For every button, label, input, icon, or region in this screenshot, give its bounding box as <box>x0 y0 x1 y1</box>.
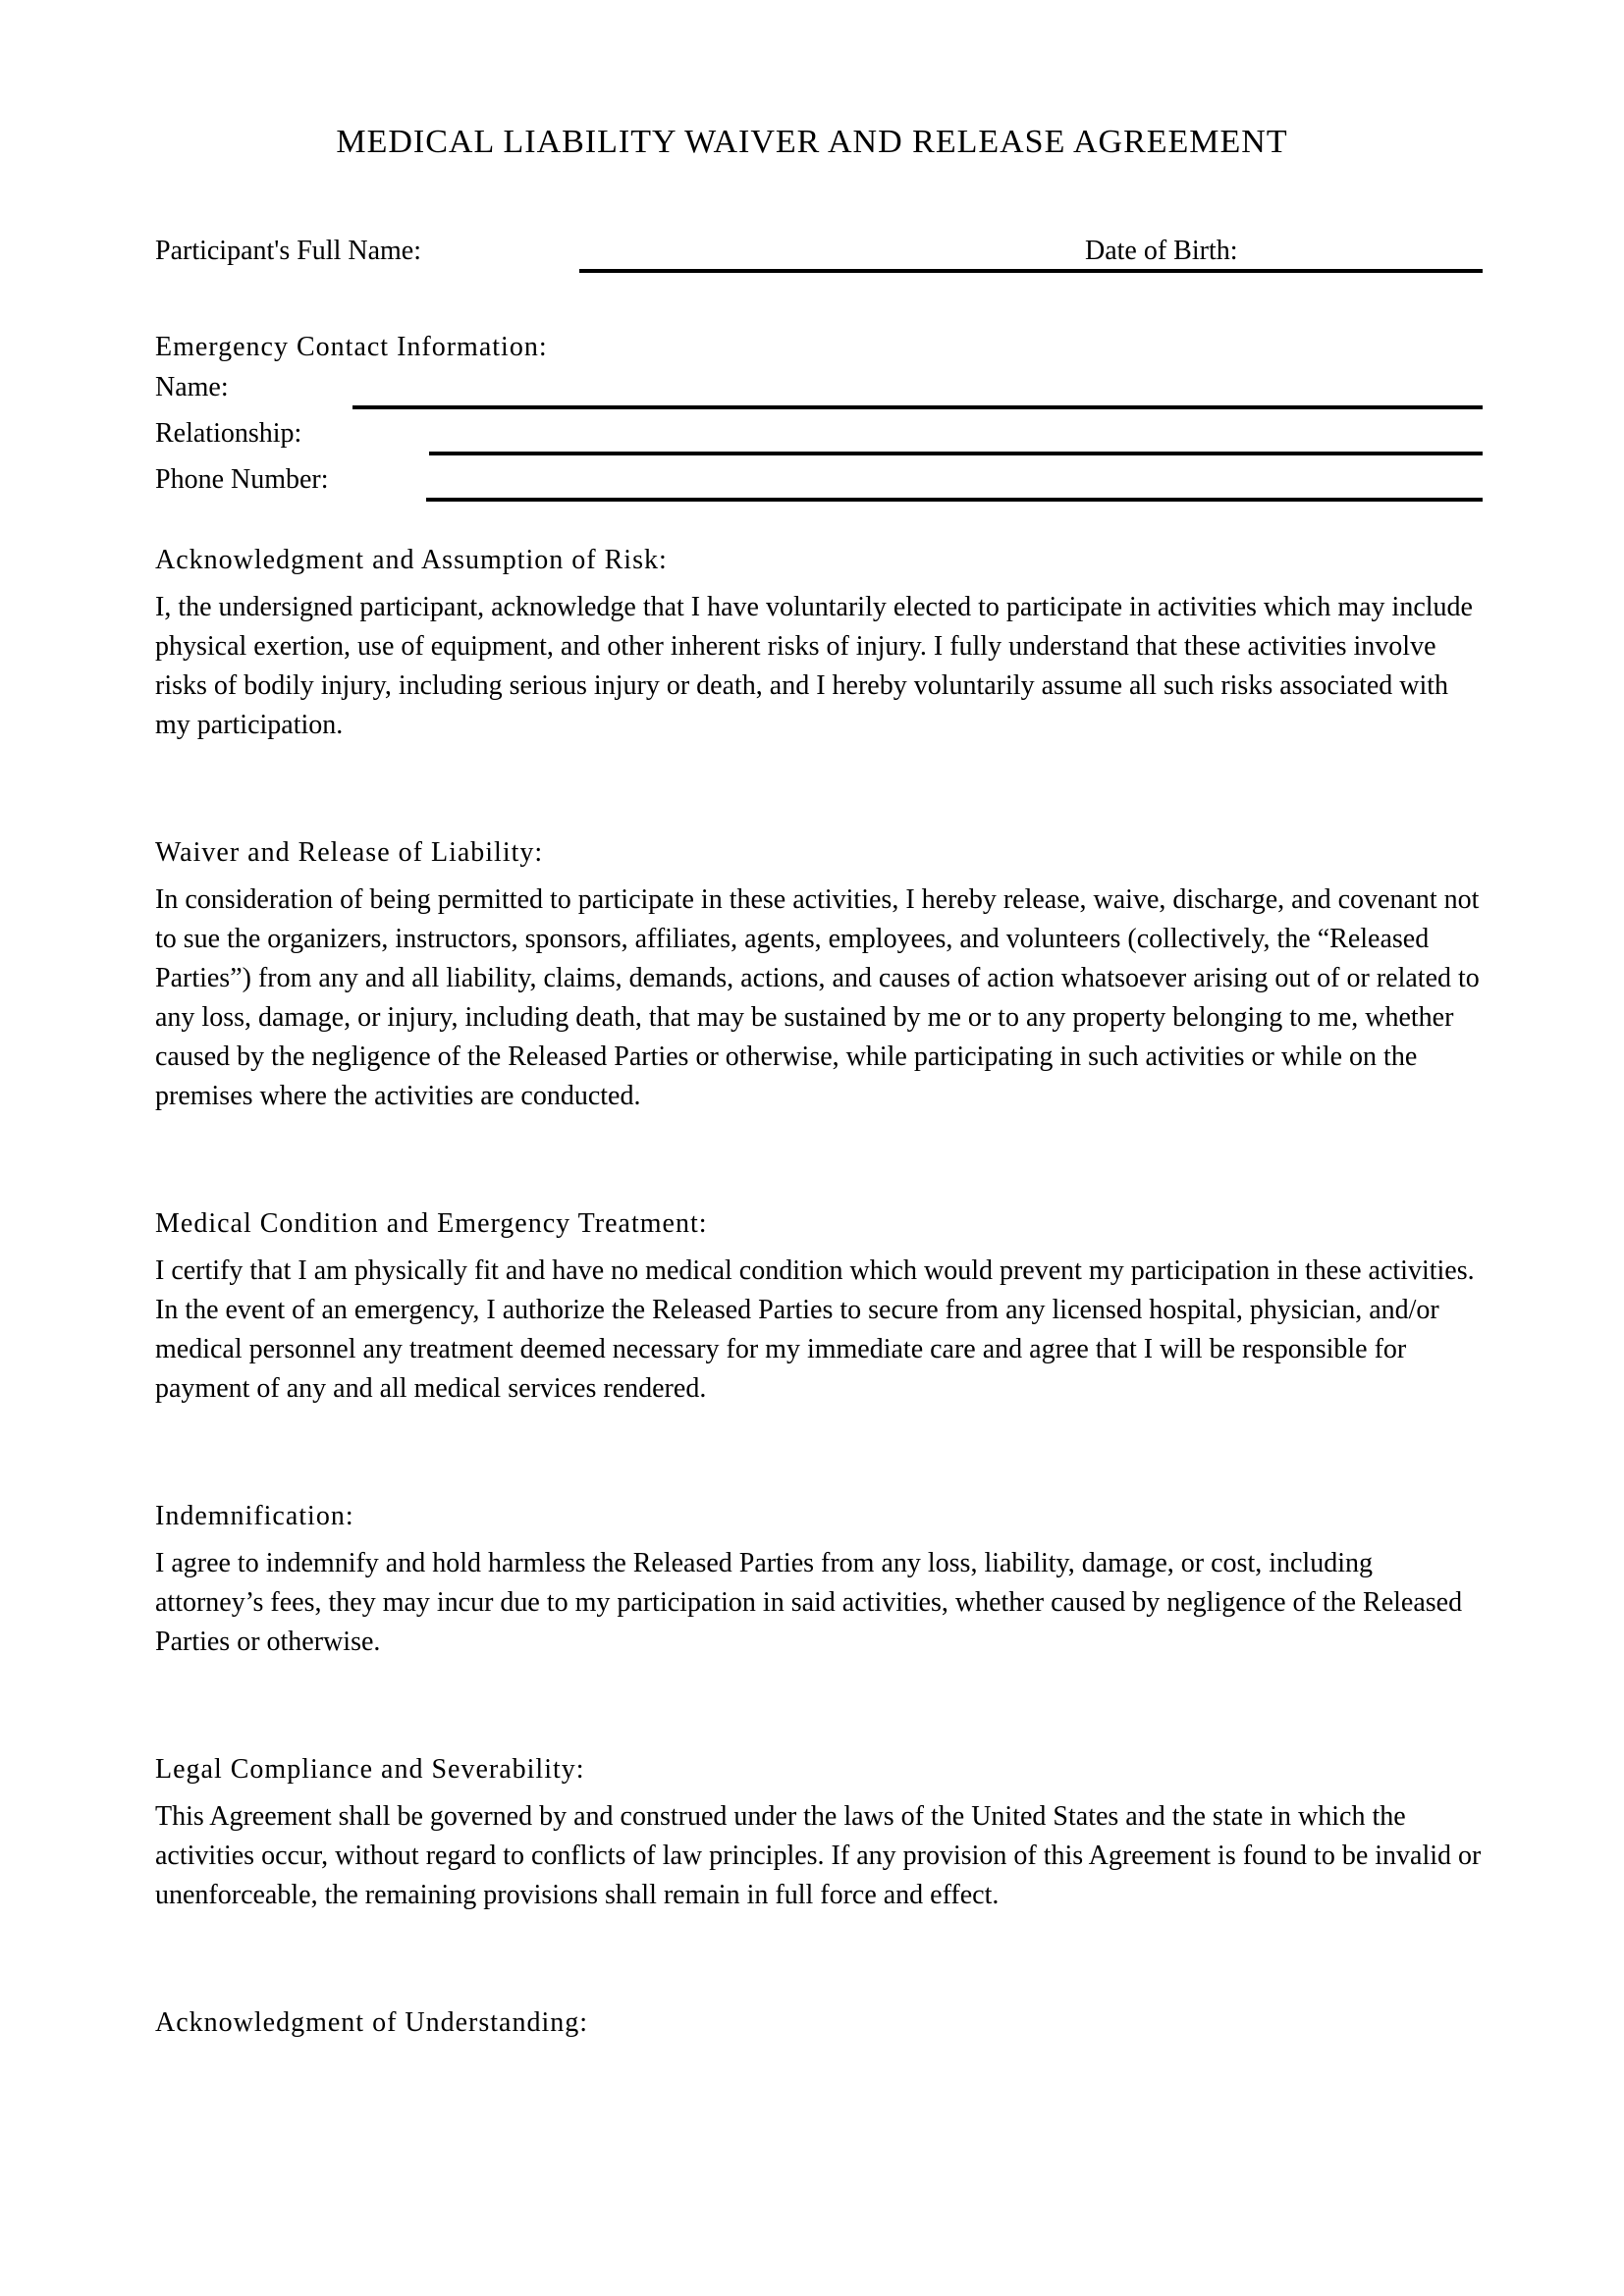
emergency-contact-heading: Emergency Contact Information: <box>155 332 548 362</box>
section-heading: Medical Condition and Emergency Treatment: <box>155 1208 708 1239</box>
section-body: I, the undersigned participant, acknowledge that I have voluntarily elected to participate in activities which may include physical exertion, use of equipment, and other inherent risks of injury. I fully understand that these activities involve risks of bodily injury, including serious injury or death, and I hereby voluntarily assume all such risks associated with my participation. <box>155 592 1473 740</box>
emergency-relationship-row <box>155 416 1483 455</box>
emergency-phone-label: Phone Number: <box>155 464 329 495</box>
section-acknowledgment-of-understanding <box>155 2005 1483 2041</box>
section-acknowledgment-of-risk <box>155 543 1483 745</box>
title-area <box>0 0 1624 162</box>
section-heading: Indemnification: <box>155 1501 354 1531</box>
participant-row <box>155 234 1483 273</box>
participant-name-label: Participant's Full Name: <box>155 236 422 266</box>
section-medical-condition <box>155 1206 1483 1409</box>
participant-name-field[interactable] <box>579 234 1483 273</box>
section-heading: Legal Compliance and Severability: <box>155 1754 585 1785</box>
emergency-relationship-field[interactable] <box>429 416 1483 455</box>
section-body: I agree to indemnify and hold harmless the Released Parties from any loss, liability, damage, or cost, including attorney’s fees, they may incur due to my participation in said activities, whether caused by negligence of the Released Parties or otherwise. <box>155 1548 1463 1657</box>
section-indemnification <box>155 1499 1483 1662</box>
document-content <box>0 234 1624 2041</box>
emergency-relationship-label: Relationship: <box>155 418 302 449</box>
section-body: I certify that I am physically fit and have no medical condition which would prevent my participation in these activities. In the event of an emergency, I authorize the Released Parties to secure from any licensed hospital, physician, and/or medical personnel any treatment deemed necessary for my immediate care and agree that I will be responsible for payment of any and all medical services rendered. <box>155 1255 1475 1404</box>
section-heading: Acknowledgment and Assumption of Risk: <box>155 545 668 575</box>
section-heading: Acknowledgment of Understanding: <box>155 2007 589 2038</box>
emergency-name-row <box>155 370 1483 409</box>
emergency-phone-field[interactable] <box>426 462 1483 502</box>
section-waiver-release <box>155 835 1483 1116</box>
emergency-phone-row <box>155 462 1483 502</box>
document-title: MEDICAL LIABILITY WAIVER AND RELEASE AGREEMENT <box>336 124 1288 160</box>
section-legal-compliance <box>155 1752 1483 1915</box>
emergency-name-label: Name: <box>155 372 229 402</box>
section-body: In consideration of being permitted to participate in these activities, I hereby release, waive, discharge, and covenant not to sue the organizers, instructors, sponsors, affiliates, agents, employees, and volunteers (collectively, the “Released Parties”) from any and all liability, claims, demands, actions, and causes of action whatsoever arising out of or related to any loss, damage, or injury, including death, that may be sustained by me or to any property belonging to me, whether caused by the negligence of the Released Parties or otherwise, while participating in such activities or while on the premises where the activities are conducted. <box>155 884 1480 1111</box>
section-body: This Agreement shall be governed by and construed under the laws of the United States and the state in which the activities occur, without regard to conflicts of law principles. If any provision of this Agreement is found to be invalid or unenforceable, the remaining provisions shall remain in full force and effect. <box>155 1801 1482 1910</box>
emergency-name-field[interactable] <box>352 370 1483 409</box>
section-heading: Waiver and Release of Liability: <box>155 837 544 868</box>
date-of-birth-label: Date of Birth: <box>1085 236 1238 266</box>
